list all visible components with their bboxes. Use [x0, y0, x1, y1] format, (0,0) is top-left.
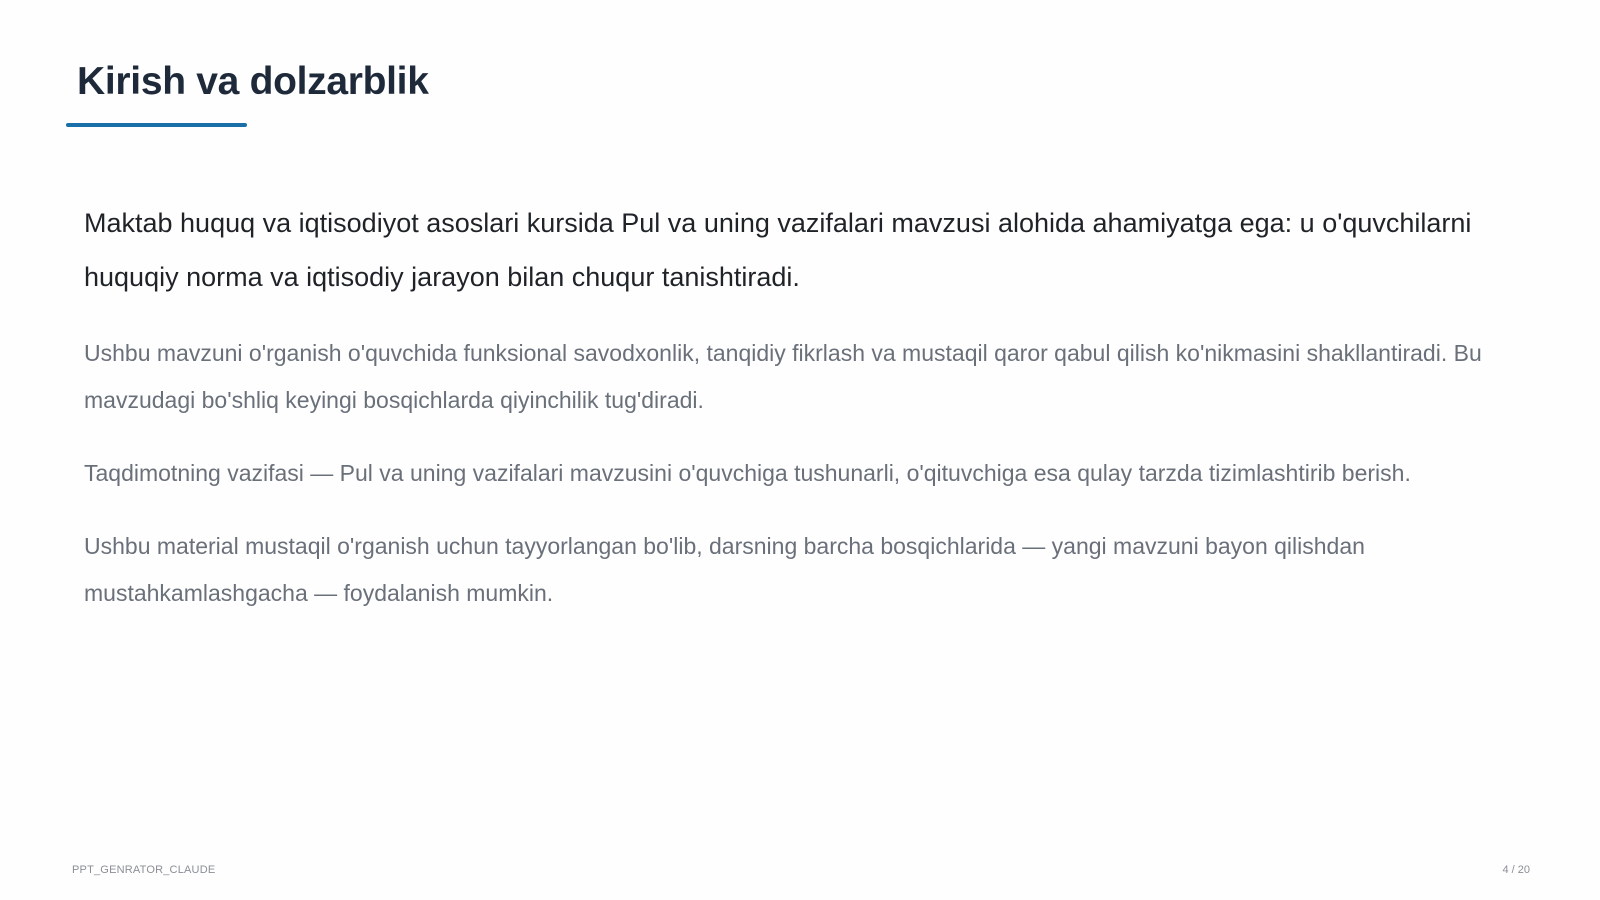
title-underline: [66, 123, 247, 127]
body-paragraph: Ushbu material mustaqil o'rganish uchun tayyorlangan bo'lib, darsning barcha bosqichlarida — yangi mavzuni bayon qilishdan mustahkamlashgacha — foydalanish mumkin.: [84, 533, 1365, 606]
lead-paragraph: Maktab huquq va iqtisodiyot asoslari kursida Pul va uning vazifalari mavzusi alohida ahamiyatga ega: u o'quvchilarni huquqiy norma va iqtisodiy jarayon bilan chuqur tanishtiradi.: [84, 208, 1472, 292]
footer-brand: PPT_GENRATOR_CLAUDE: [72, 864, 216, 876]
body-paragraph: Ushbu mavzuni o'rganish o'quvchida funksional savodxonlik, tanqidiy fikrlash va mustaqil qaror qabul qilish ko'nikmasini shakllantiradi. Bu mavzudagi bo'shliq keyingi bosqichlarda qiyinchilik tug'diradi.: [84, 340, 1482, 413]
body-paragraph: Taqdimotning vazifasi — Pul va uning vazifalari mavzusini o'quvchiga tushunarli, o'qituvchiga esa qulay tarzda tizimlashtirib berish.: [84, 460, 1411, 486]
slide-content: [84, 196, 1504, 643]
page-number: 4 / 20: [1502, 864, 1530, 876]
slide-title: Kirish va dolzarblik: [77, 60, 429, 103]
